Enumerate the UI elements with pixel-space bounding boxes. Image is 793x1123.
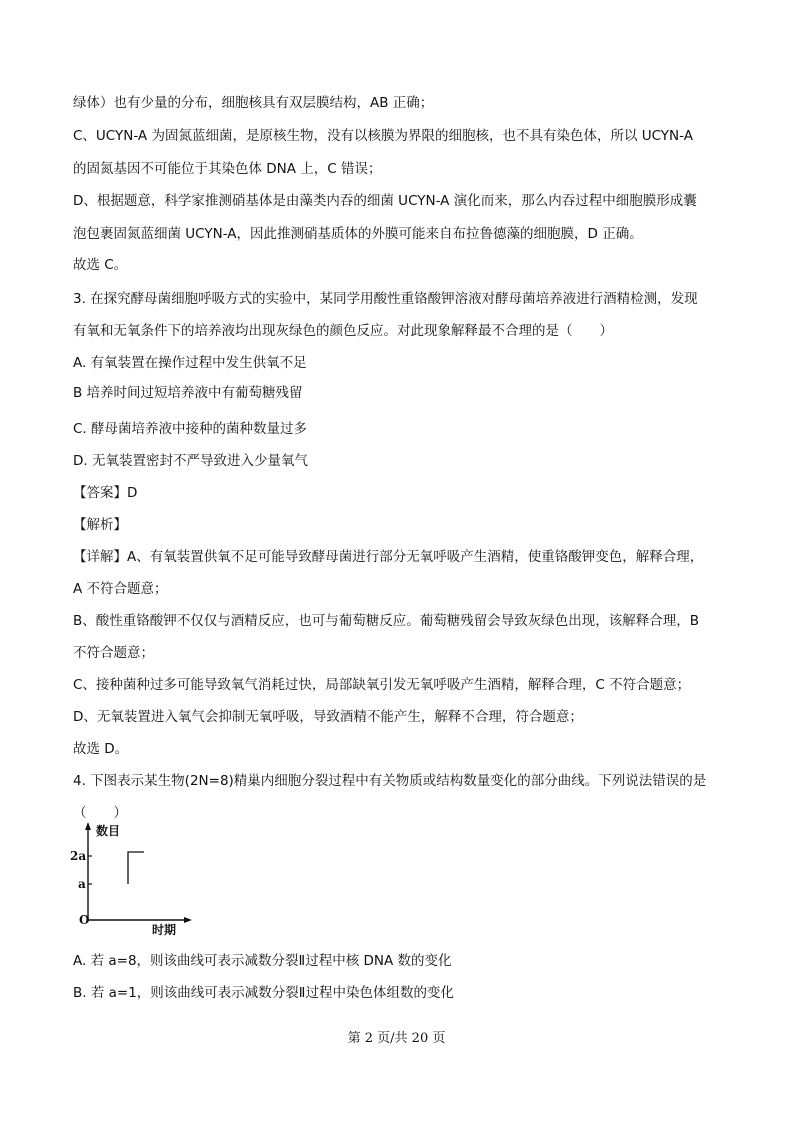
page-footer: 第 2 页/共 20 页 — [347, 1031, 446, 1046]
text-line: 故选 C。 — [73, 257, 128, 273]
text-line: 【详解】A、有氧装置供氧不足可能导致酵母菌进行部分无氧呼吸产生酒精，使重铬酸钾变色，解释合理， — [73, 549, 704, 565]
text-line: A 不符合题意； — [73, 581, 168, 597]
question-3-stem: 3. 在探究酵母菌细胞呼吸方式的实验中，某同学用酸性重铬酸钾溶液对酵母菌培养液进行酒精检测，发现 — [73, 291, 698, 307]
question-3-stem: 有氧和无氧条件下的培养液均出现灰绿色的颜色反应。对此现象解释最不合理的是（ ） — [73, 323, 613, 339]
text-line: D、根据题意，科学家推测硝基体是由藻类内吞的细菌 UCYN-A 演化而来，那么内吞过程中细胞膜形成囊 — [73, 193, 697, 209]
text-line: B、酸性重铬酸钾不仅仅与酒精反应，也可与葡萄糖反应。葡萄糖残留会导致灰绿色出现，该解释合理，B — [73, 613, 700, 629]
y-axis-arrow — [85, 822, 91, 830]
option-a: A. 若 a=8，则该曲线可表示减数分裂Ⅱ过程中核 DNA 数的变化 — [73, 953, 452, 969]
text-line: 泡包裹固氮蓝细菌 UCYN-A，因此推测硝基质体的外膜可能来自布拉鲁德藻的细胞膜，D 正确。 — [73, 226, 643, 242]
text-line: 不符合题意； — [73, 645, 154, 661]
y-axis-label: 数目 — [96, 824, 121, 838]
text-line: D、无氧装置进入氧气会抑制无氧呼吸，导致酒精不能产生，解释不合理，符合题意； — [73, 709, 583, 725]
text-line: 绿体）也有少量的分布，细胞核具有双层膜结构，AB 正确； — [73, 95, 434, 111]
text-line: C、UCYN-A 为固氮蓝细菌，是原核生物，没有以核膜为界限的细胞核，也不具有染色体，所以 UCYN-A — [73, 128, 693, 144]
option-a: A. 有氧装置在操作过程中发生供氧不足 — [73, 355, 307, 371]
question-4-stem: 4. 下图表示某生物(2N=8)精巢内细胞分裂过程中有关物质或结构数量变化的部分曲线。下列说法错误的是 — [73, 773, 707, 789]
tick-2a-label: 2a — [70, 849, 87, 863]
x-axis-label: 时期 — [152, 923, 177, 936]
text-line: C、接种菌种过多可能导致氧气消耗过快，局部缺氧引发无氧呼吸产生酒精，解释合理，C 不符合题意； — [73, 677, 691, 693]
analysis-label: 【解析】 — [73, 517, 127, 533]
option-b: B 培养时间过短培养液中有葡萄糖残留 — [73, 385, 303, 401]
option-b: B. 若 a=1，则该曲线可表示减数分裂Ⅱ过程中染色体组数的变化 — [73, 985, 454, 1001]
origin-label: O — [79, 913, 90, 927]
option-c: C. 酵母菌培养液中接种的菌种数量过多 — [73, 421, 308, 437]
x-axis-arrow — [184, 917, 192, 923]
curve-line — [128, 852, 144, 884]
option-d: D. 无氧装置密封不严导致进入少量氧气 — [73, 453, 308, 469]
tick-a-label: a — [78, 877, 86, 891]
question-4-figure — [66, 820, 196, 936]
text-line: 故选 D。 — [73, 741, 129, 757]
text-line: 的固氮基因不可能位于其染色体 DNA 上，C 错误； — [73, 161, 382, 177]
question-4-stem: （ ） — [73, 805, 127, 821]
answer-label: 【答案】D — [73, 485, 138, 501]
